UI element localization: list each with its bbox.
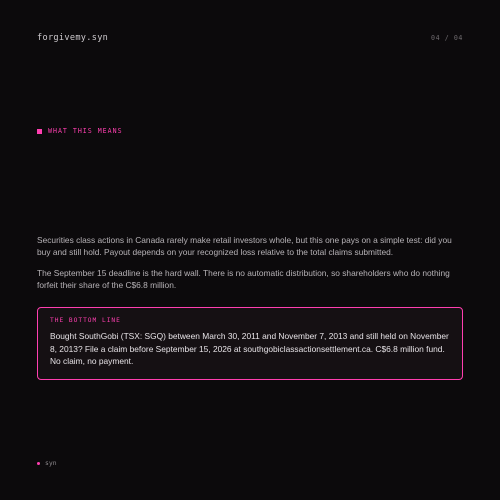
page-counter: 04 / 04	[431, 34, 463, 42]
callout-label: THE BOTTOM LINE	[50, 317, 121, 324]
brand-wordmark: forgivemy.syn	[37, 33, 109, 43]
bottom-line-callout	[37, 307, 463, 380]
callout-text: Bought SouthGobi (TSX: SGQ) between March 30, 2011 and November 7, 2013 and still held on November 8, 2013? File a claim before September 15, 2026 at southgobiclassactionsettlement.ca. C$6.8 million fund. No claim, no payment.	[50, 331, 449, 367]
body-paragraph: The September 15 deadline is the hard wall. There is no automatic distribution, so shareholders who do nothing forfeit their share of the C$6.8 million.	[37, 267, 450, 291]
section-title: WHAT THIS MEANS	[48, 127, 123, 135]
square-bullet-icon	[37, 129, 42, 134]
body-copy	[37, 234, 465, 300]
section-label	[37, 127, 123, 135]
footer	[37, 459, 57, 467]
footer-label: syn	[45, 459, 57, 467]
dot-icon	[37, 462, 40, 465]
body-paragraph: Securities class actions in Canada rarely make retail investors whole, but this one pays on a simple test: did you buy and still hold. Payout depends on your recognized loss relative to the total claims submitted.	[37, 235, 452, 258]
